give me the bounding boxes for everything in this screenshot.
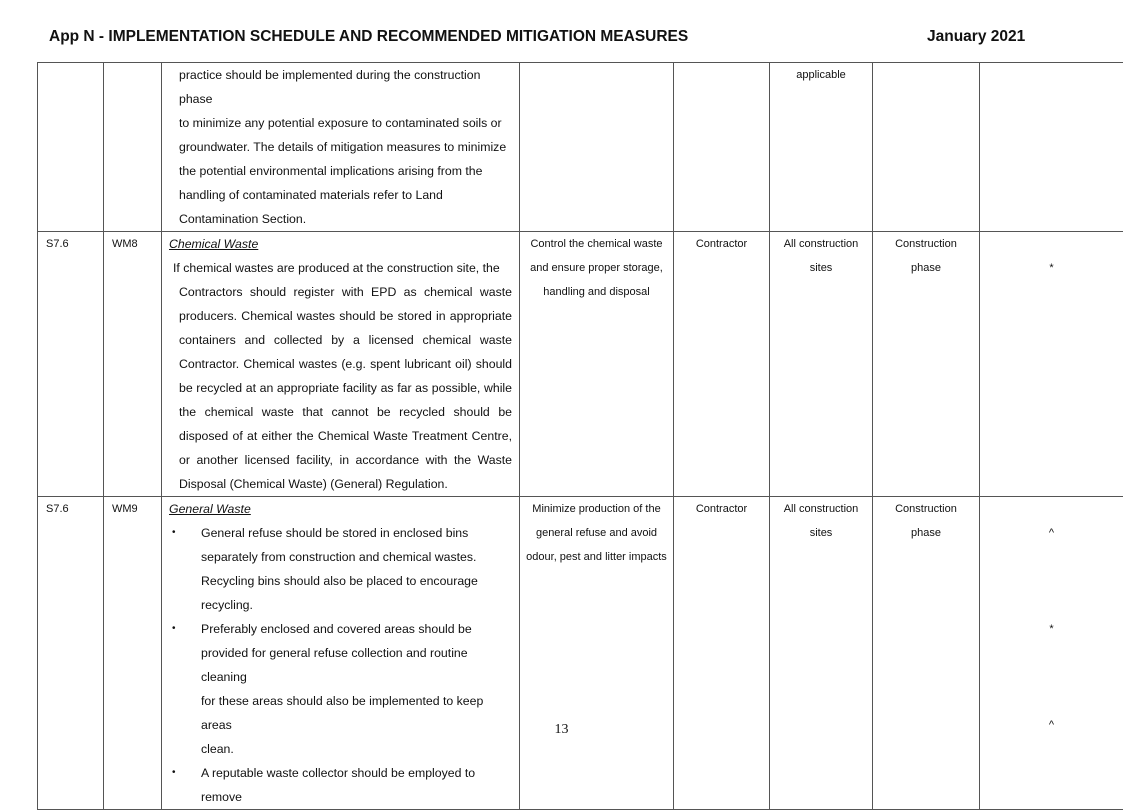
status-mark: * <box>980 617 1123 641</box>
bullet-icon: • <box>162 617 201 761</box>
description-cell <box>162 497 520 810</box>
eia-ref-cell <box>38 232 104 497</box>
eia-ref: S7.6 <box>46 503 69 515</box>
eia-ref-cell <box>38 63 104 232</box>
objective-line: odour, pest and litter impacts <box>520 545 673 569</box>
table-row <box>38 63 1123 232</box>
bullet-line: recycling. <box>201 593 513 617</box>
who-cell <box>674 232 770 497</box>
location-cell <box>770 232 873 497</box>
bullet-item <box>162 617 519 761</box>
bullet-icon: • <box>162 761 201 809</box>
bullet-icon: • <box>162 521 201 617</box>
when-line: Construction <box>873 497 979 521</box>
bullet-line: A reputable waste collector should be employed to remove <box>201 761 513 809</box>
objective-line: general refuse and avoid <box>520 521 673 545</box>
objective-cell <box>520 63 674 232</box>
bullet-line: separately from construction and chemical wastes. <box>201 545 513 569</box>
document-date: January 2021 <box>927 28 1025 46</box>
who-text: Contractor <box>696 238 747 250</box>
location-cell <box>770 497 873 810</box>
status-mark: ^ <box>980 521 1123 545</box>
ep-ref: WM8 <box>112 238 138 250</box>
ep-ref-cell <box>104 232 162 497</box>
bullet-item <box>162 521 519 617</box>
ep-ref: WM9 <box>112 503 138 515</box>
when-cell <box>873 497 980 810</box>
table-row <box>38 232 1123 497</box>
who-cell <box>674 497 770 810</box>
location-text: applicable <box>796 69 846 81</box>
bullet-line: provided for general refuse collection and routine cleaning <box>201 641 513 689</box>
status-cell <box>980 63 1123 232</box>
table-row <box>38 497 1123 810</box>
objective-line: Control the chemical waste <box>520 232 673 256</box>
ep-ref-cell <box>104 63 162 232</box>
eia-ref: S7.6 <box>46 238 69 250</box>
description-line: the potential environmental implications arising from the <box>162 159 519 183</box>
document-title: App N - IMPLEMENTATION SCHEDULE AND RECOMMENDED MITIGATION MEASURES <box>49 28 688 46</box>
status-cell <box>980 232 1123 497</box>
eia-ref-cell <box>38 497 104 810</box>
page-number: 13 <box>0 722 1123 738</box>
when-line: phase <box>873 256 979 280</box>
objective-cell <box>520 232 674 497</box>
who-cell <box>674 63 770 232</box>
status-mark: ^ <box>980 713 1123 737</box>
when-cell <box>873 63 980 232</box>
who-text: Contractor <box>696 503 747 515</box>
description-line: to minimize any potential exposure to contaminated soils or <box>162 111 519 135</box>
measure-heading: General Waste <box>162 497 519 521</box>
description-body: Contractors should register with EPD as chemical waste producers. Chemical wastes should be stored in appropriate containers and collected by a licensed chemical waste Contractor. Chemical wastes (e.g. spent lubricant oil) should be recycled at an appropriate facility as far as possible, while the chemical waste that cannot be recycled should be disposed of at either the Chemical Waste Treatment Centre, or another licensed facility, in accordance with the Waste Disposal (Chemical Waste) (General) Regulation. <box>162 280 519 496</box>
when-line: phase <box>873 521 979 545</box>
description-line: Contamination Section. <box>162 207 519 231</box>
when-line: Construction <box>873 232 979 256</box>
objective-line: Minimize production of the <box>520 497 673 521</box>
description-cell <box>162 63 520 232</box>
location-line: All construction <box>770 232 872 256</box>
description-lead: If chemical wastes are produced at the construction site, the <box>162 256 519 280</box>
ep-ref-cell <box>104 497 162 810</box>
measure-heading: Chemical Waste <box>162 232 519 256</box>
status-mark: * <box>980 256 1123 280</box>
location-line: All construction <box>770 497 872 521</box>
objective-cell <box>520 497 674 810</box>
objective-line: and ensure proper storage, <box>520 256 673 280</box>
location-cell <box>770 63 873 232</box>
bullet-line: clean. <box>201 737 513 761</box>
location-line: sites <box>770 521 872 545</box>
bullet-item <box>162 761 519 809</box>
description-line: groundwater. The details of mitigation measures to minimize <box>162 135 519 159</box>
description-line: practice should be implemented during the construction phase <box>162 63 519 111</box>
bullet-line: for these areas should also be implemented to keep areas <box>201 689 513 737</box>
location-line: sites <box>770 256 872 280</box>
mitigation-measures-table <box>37 62 1123 810</box>
description-cell <box>162 232 520 497</box>
status-cell <box>980 497 1123 810</box>
bullet-line: General refuse should be stored in enclosed bins <box>201 521 513 545</box>
bullet-line: Recycling bins should also be placed to encourage <box>201 569 513 593</box>
objective-line: handling and disposal <box>520 280 673 304</box>
bullet-line: Preferably enclosed and covered areas should be <box>201 617 513 641</box>
description-line: handling of contaminated materials refer to Land <box>162 183 519 207</box>
when-cell <box>873 232 980 497</box>
